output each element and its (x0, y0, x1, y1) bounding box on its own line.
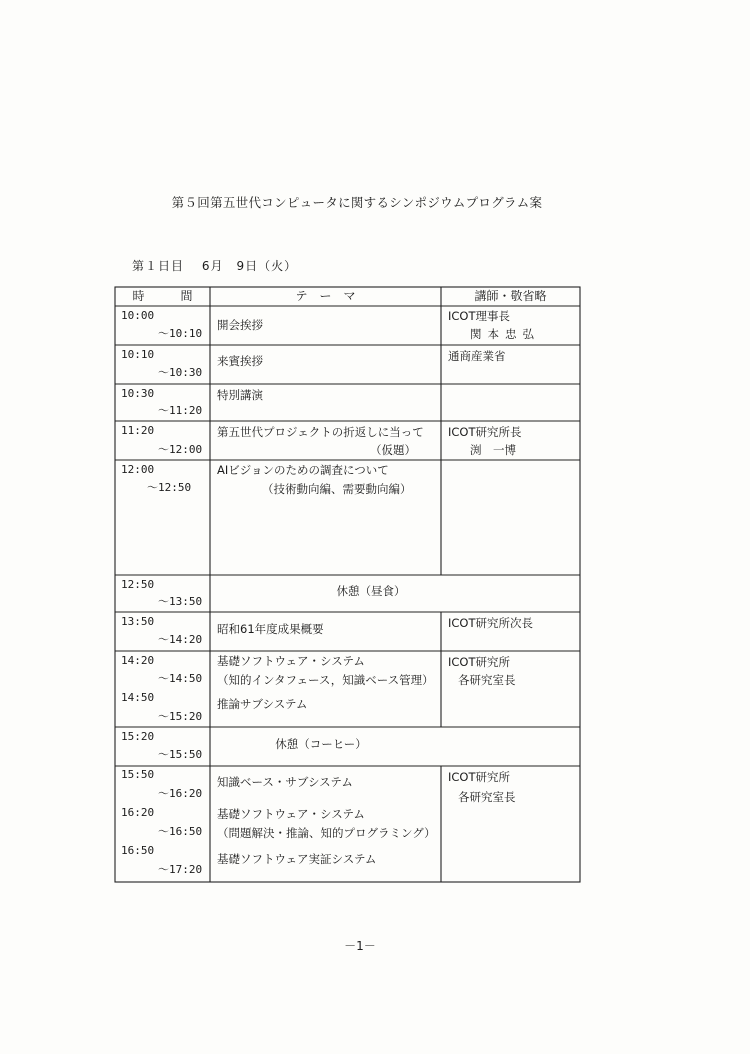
row-start-time: 10:30 (121, 387, 155, 400)
row-end-time: ～11:20 (158, 404, 203, 417)
row-start-time: 16:20 (121, 806, 155, 819)
row-start-time: 15:20 (121, 730, 155, 743)
row-speaker: ICOT研究所 (448, 655, 510, 669)
row-theme-note: （知的インタフェース，知識ベース管理） (217, 673, 434, 687)
row-end-time: ～16:50 (158, 825, 203, 838)
row-speaker: 各研究室長 (458, 790, 516, 804)
row-theme-note: （技術動向編、需要動向編） (262, 482, 412, 496)
row-theme: 基礎ソフトウェア実証システム (217, 852, 377, 866)
row-speaker-name: 渕 一博 (470, 443, 516, 457)
row-theme: 知識ベース・サブシステム (217, 775, 353, 789)
row-start-time: 10:00 (121, 309, 155, 322)
row-start-time: 11:20 (121, 424, 155, 437)
row-speaker: 各研究室長 (458, 673, 516, 687)
row-end-time: ～13:50 (158, 595, 203, 608)
row-theme: 昭和61年度成果概要 (217, 622, 324, 636)
row-speaker-name: 関本忠弘 (470, 327, 540, 341)
row-start-time: 15:50 (121, 768, 155, 781)
row-start-time: 14:50 (121, 691, 155, 704)
row-end-time: ～15:50 (158, 748, 203, 761)
row-theme: 特別講演 (217, 388, 263, 402)
row-theme: 基礎ソフトウェア・システム (217, 654, 365, 668)
row-start-time: 13:50 (121, 615, 155, 628)
row-start-time: 12:00 (121, 463, 155, 476)
row-end-time: ～10:30 (158, 366, 203, 379)
header-theme: テ ー マ (295, 289, 356, 303)
row-speaker: ICOT研究所長 (448, 425, 522, 439)
row-end-time: ～12:50 (147, 481, 192, 494)
row-theme-note: （仮題） (370, 443, 416, 457)
program-title: 第５回第五世代コンピュータに関するシンポジウムプログラム案 (171, 195, 543, 210)
row-theme: 来賓挨拶 (217, 354, 263, 368)
row-theme: 第五世代プロジェクトの折返しに当って (217, 425, 424, 439)
row-end-time: ～15:20 (158, 710, 203, 723)
row-end-time: ～14:20 (158, 633, 203, 646)
row-theme-note: （問題解決・推論、知的プログラミング） (217, 826, 436, 840)
row-speaker: ICOT研究所次長 (448, 616, 533, 630)
row-theme: 基礎ソフトウェア・システム (217, 807, 365, 821)
row-start-time: 10:10 (121, 348, 155, 361)
header-time: 時 間 (132, 289, 193, 303)
row-end-time: ～12:00 (158, 443, 203, 456)
row-theme-break: 休憩（昼食） (336, 584, 406, 598)
row-start-time: 12:50 (121, 578, 155, 591)
row-speaker: ICOT研究所 (448, 770, 510, 784)
page-number: －1－ (344, 939, 376, 953)
row-theme: 開会挨拶 (217, 318, 263, 332)
row-start-time: 16:50 (121, 844, 155, 857)
row-theme: AIビジョンのための調査について (217, 463, 389, 477)
header-speaker: 講師・敬省略 (474, 289, 547, 303)
day-line: 第１日目 6月 9日（火） (132, 259, 298, 273)
row-end-time: ～10:10 (158, 327, 203, 340)
row-speaker: ICOT理事長 (448, 309, 510, 323)
row-start-time: 14:20 (121, 654, 155, 667)
row-speaker: 通商産業省 (448, 349, 506, 363)
row-end-time: ～16:20 (158, 787, 203, 800)
row-theme-break: 休憩（コーヒー） (275, 737, 367, 751)
row-end-time: ～14:50 (158, 672, 203, 685)
row-end-time: ～17:20 (158, 863, 203, 876)
row-theme: 推論サブシステム (217, 697, 308, 711)
